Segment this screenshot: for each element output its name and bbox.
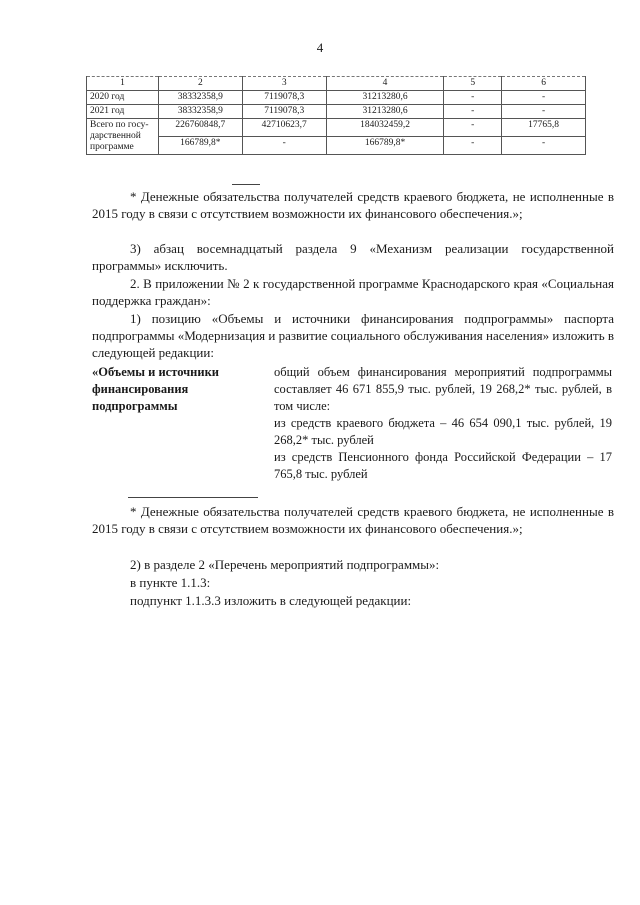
table-cell: 31213280,6 [326, 105, 444, 119]
table-cell: - [444, 105, 502, 119]
table-header-cell: 5 [444, 77, 502, 91]
table-cell: - [444, 91, 502, 105]
table-cell: 166789,8* [158, 137, 242, 155]
table-cell: 17765,8 [502, 119, 586, 137]
table-header-cell: 6 [502, 77, 586, 91]
table-cell: 7119078,3 [242, 91, 326, 105]
table-row [87, 137, 586, 155]
table-cell: - [502, 137, 586, 155]
passport-regional-budget: из средств краевого бюджета – 46 654 090,1 тыс. рублей, 19 268,2* тыс. рублей [274, 416, 612, 447]
passport-label: «Объемы и источники финансирования подпрограммы [92, 365, 219, 413]
table-cell: 226760848,7 [158, 119, 242, 137]
financing-table [86, 76, 586, 155]
row-label: Всего по госу-дарственной программе [87, 119, 159, 155]
table-row [87, 119, 586, 137]
table-row [87, 105, 586, 119]
paragraph-point: в пункте 1.1.3: [130, 575, 211, 590]
table-cell: - [502, 105, 586, 119]
passport-pension-fund: из средств Пенсионного фонда Российской Федерации – 17 765,8 тыс. рублей [274, 450, 612, 481]
footnote-separator [232, 184, 260, 185]
footnote-separator [128, 497, 258, 498]
row-label: 2020 год [87, 91, 159, 105]
table-cell: 7119078,3 [242, 105, 326, 119]
table-cell: 38332358,9 [158, 105, 242, 119]
passport-total: общий объем финансирования мероприятий подпрограммы составляет 46 671 855,9 тыс. рублей, 19 268,2* тыс. рублей, в том числе: [274, 365, 612, 413]
table-cell: 166789,8* [326, 137, 444, 155]
table-cell: 184032459,2 [326, 119, 444, 137]
table-header-cell: 1 [87, 77, 159, 91]
table-cell: - [444, 137, 502, 155]
table-cell: 42710623,7 [242, 119, 326, 137]
paragraph-subpoint: подпункт 1.1.3.3 изложить в следующей редакции: [130, 593, 412, 608]
table-cell: 38332358,9 [158, 91, 242, 105]
table-cell: - [242, 137, 326, 155]
table-header-row [87, 77, 586, 91]
row-label: 2021 год [87, 105, 159, 119]
footnote-2: * Денежные обязательства получателей средств краевого бюджета, не исполненные в 2015 году в связи с отсутствием возможности их финансового обеспечения.»; [92, 504, 614, 536]
page-number: 4 [316, 40, 324, 55]
table-header-cell: 4 [326, 77, 444, 91]
paragraph-item-1: 1) позицию «Объемы и источники финансирования подпрограммы» паспорта подпрограммы «Модернизация и развитие социального обслуживания населения» изложить в следующей редакции: [92, 311, 615, 360]
table-row [87, 91, 586, 105]
passport-content [274, 364, 612, 483]
paragraph-item-3: 3) абзац восемнадцатый раздела 9 «Механизм реализации государственной программы» исключить. [92, 241, 614, 273]
table-header-cell: 3 [242, 77, 326, 91]
table-header-cell: 2 [158, 77, 242, 91]
table-cell: 31213280,6 [326, 91, 444, 105]
footnote-1: * Денежные обязательства получателей средств краевого бюджета, не исполненные в 2015 году в связи с отсутствием возможности их финансового обеспечения.»; [92, 189, 614, 221]
table-cell: - [502, 91, 586, 105]
paragraph-section-2: 2) в разделе 2 «Перечень мероприятий подпрограммы»: [130, 557, 440, 572]
table-cell: - [444, 119, 502, 137]
paragraph-item-2: 2. В приложении № 2 к государственной программе Краснодарского края «Социальная поддержка граждан»: [92, 276, 614, 308]
